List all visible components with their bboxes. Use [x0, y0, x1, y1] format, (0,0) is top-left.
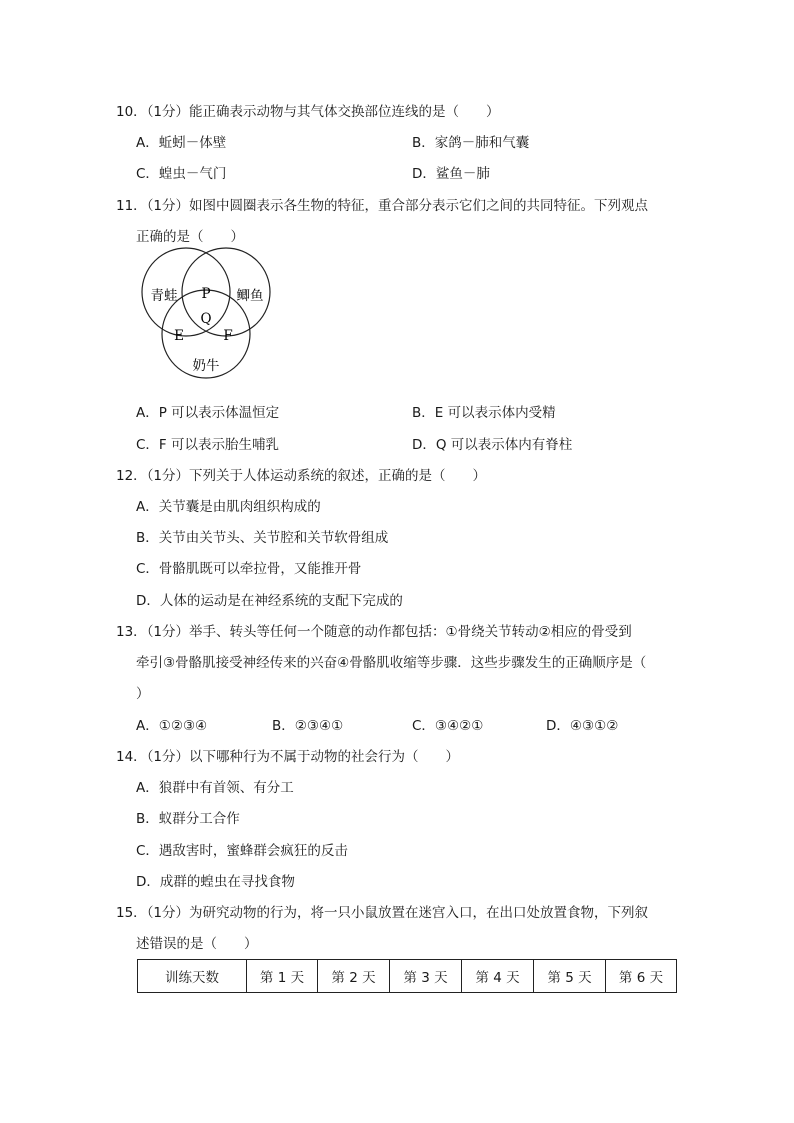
q10-option-b[interactable]: B．家鸽－肺和气囊: [412, 135, 530, 151]
question-text: （1分）下列关于人体运动系统的叙述，正确的是（ ）: [146, 468, 487, 484]
question-11-stem: [116, 196, 648, 216]
question-15-stem: [116, 903, 648, 923]
question-11-stem-continued: 正确的是（ ）: [136, 229, 244, 245]
q14-option-b[interactable]: B．蚁群分工合作: [136, 811, 240, 827]
venn-label-cow: 奶牛: [192, 358, 220, 374]
question-15-stem-continued: 述错误的是（ ）: [136, 936, 258, 952]
venn-label-frog: 青蛙: [150, 288, 178, 304]
q13-option-d[interactable]: D．④③①②: [546, 718, 619, 734]
question-text: （1分）以下哪种行为不属于动物的社会行为（ ）: [146, 749, 460, 765]
question-13-stem-end: ）: [136, 686, 150, 702]
venn-region-e: E: [174, 328, 184, 344]
q13-option-b[interactable]: B．②③④①: [272, 718, 344, 734]
venn-region-p: P: [201, 286, 211, 302]
training-days-table: [137, 959, 677, 993]
table-header-cell: 训练天数: [138, 960, 247, 993]
q11-option-a[interactable]: A．P 可以表示体温恒定: [136, 405, 280, 421]
table-header-cell: 第 3 天: [390, 960, 462, 993]
q13-option-a[interactable]: A．①②③④: [136, 718, 208, 734]
question-number: 14．: [116, 749, 147, 765]
question-12-stem: [116, 466, 486, 486]
q12-option-b[interactable]: B．关节由关节头、关节腔和关节软骨组成: [136, 530, 389, 546]
question-number: 10．: [116, 104, 147, 120]
q13-option-c[interactable]: C．③④②①: [412, 718, 484, 734]
table-header-cell: 第 4 天: [462, 960, 534, 993]
q11-option-b[interactable]: B．E 可以表示体内受精: [412, 405, 556, 421]
question-14-stem: [116, 747, 459, 767]
question-text: （1分）为研究动物的行为，将一只小鼠放置在迷宫入口，在出口处放置食物，下列叙: [146, 905, 649, 921]
table-header-cell: 第 5 天: [534, 960, 606, 993]
venn-label-crucian: 鲫鱼: [236, 288, 264, 304]
table-header-cell: 第 6 天: [606, 960, 677, 993]
venn-region-f: F: [223, 328, 233, 344]
question-number: 15．: [116, 905, 147, 921]
q12-option-d[interactable]: D．人体的运动是在神经系统的支配下完成的: [136, 593, 403, 609]
question-number: 12．: [116, 468, 147, 484]
q12-option-a[interactable]: A．关节囊是由肌肉组织构成的: [136, 499, 321, 515]
question-13-stem: [116, 622, 632, 642]
question-number: 13．: [116, 624, 147, 640]
table-header-cell: 第 1 天: [247, 960, 318, 993]
venn-region-q: Q: [200, 311, 212, 327]
q11-option-c[interactable]: C．F 可以表示胎生哺乳: [136, 437, 279, 453]
q10-option-a[interactable]: A．蚯蚓－体壁: [136, 135, 227, 151]
table-header-cell: 第 2 天: [318, 960, 390, 993]
q10-option-c[interactable]: C．蝗虫－气门: [136, 166, 227, 182]
q12-option-c[interactable]: C．骨骼肌既可以牵拉骨，又能推开骨: [136, 561, 362, 577]
q11-option-d[interactable]: D．Q 可以表示体内有脊柱: [412, 437, 573, 453]
question-text: （1分）如图中圆圈表示各生物的特征，重合部分表示它们之间的共同特征。下列观点: [146, 198, 649, 214]
q14-option-c[interactable]: C．遇敌害时，蜜蜂群会疯狂的反击: [136, 843, 348, 859]
q10-option-d[interactable]: D．鲨鱼－肺: [412, 166, 490, 182]
question-10-stem: [116, 102, 500, 122]
question-text: （1分）举手、转头等任何一个随意的动作都包括：①骨绕关节转动②相应的骨受到: [146, 624, 632, 640]
q14-option-d[interactable]: D．成群的蝗虫在寻找食物: [136, 874, 295, 890]
venn-diagram: [136, 238, 276, 388]
question-number: 11．: [116, 198, 147, 214]
question-text: （1分）能正确表示动物与其气体交换部位连线的是（ ）: [146, 104, 500, 120]
table-row: [138, 960, 677, 993]
question-13-stem-continued: 牵引③骨骼肌接受神经传来的兴奋④骨骼肌收缩等步骤．这些步骤发生的正确顺序是（: [136, 655, 647, 671]
q14-option-a[interactable]: A．狼群中有首领、有分工: [136, 780, 294, 796]
